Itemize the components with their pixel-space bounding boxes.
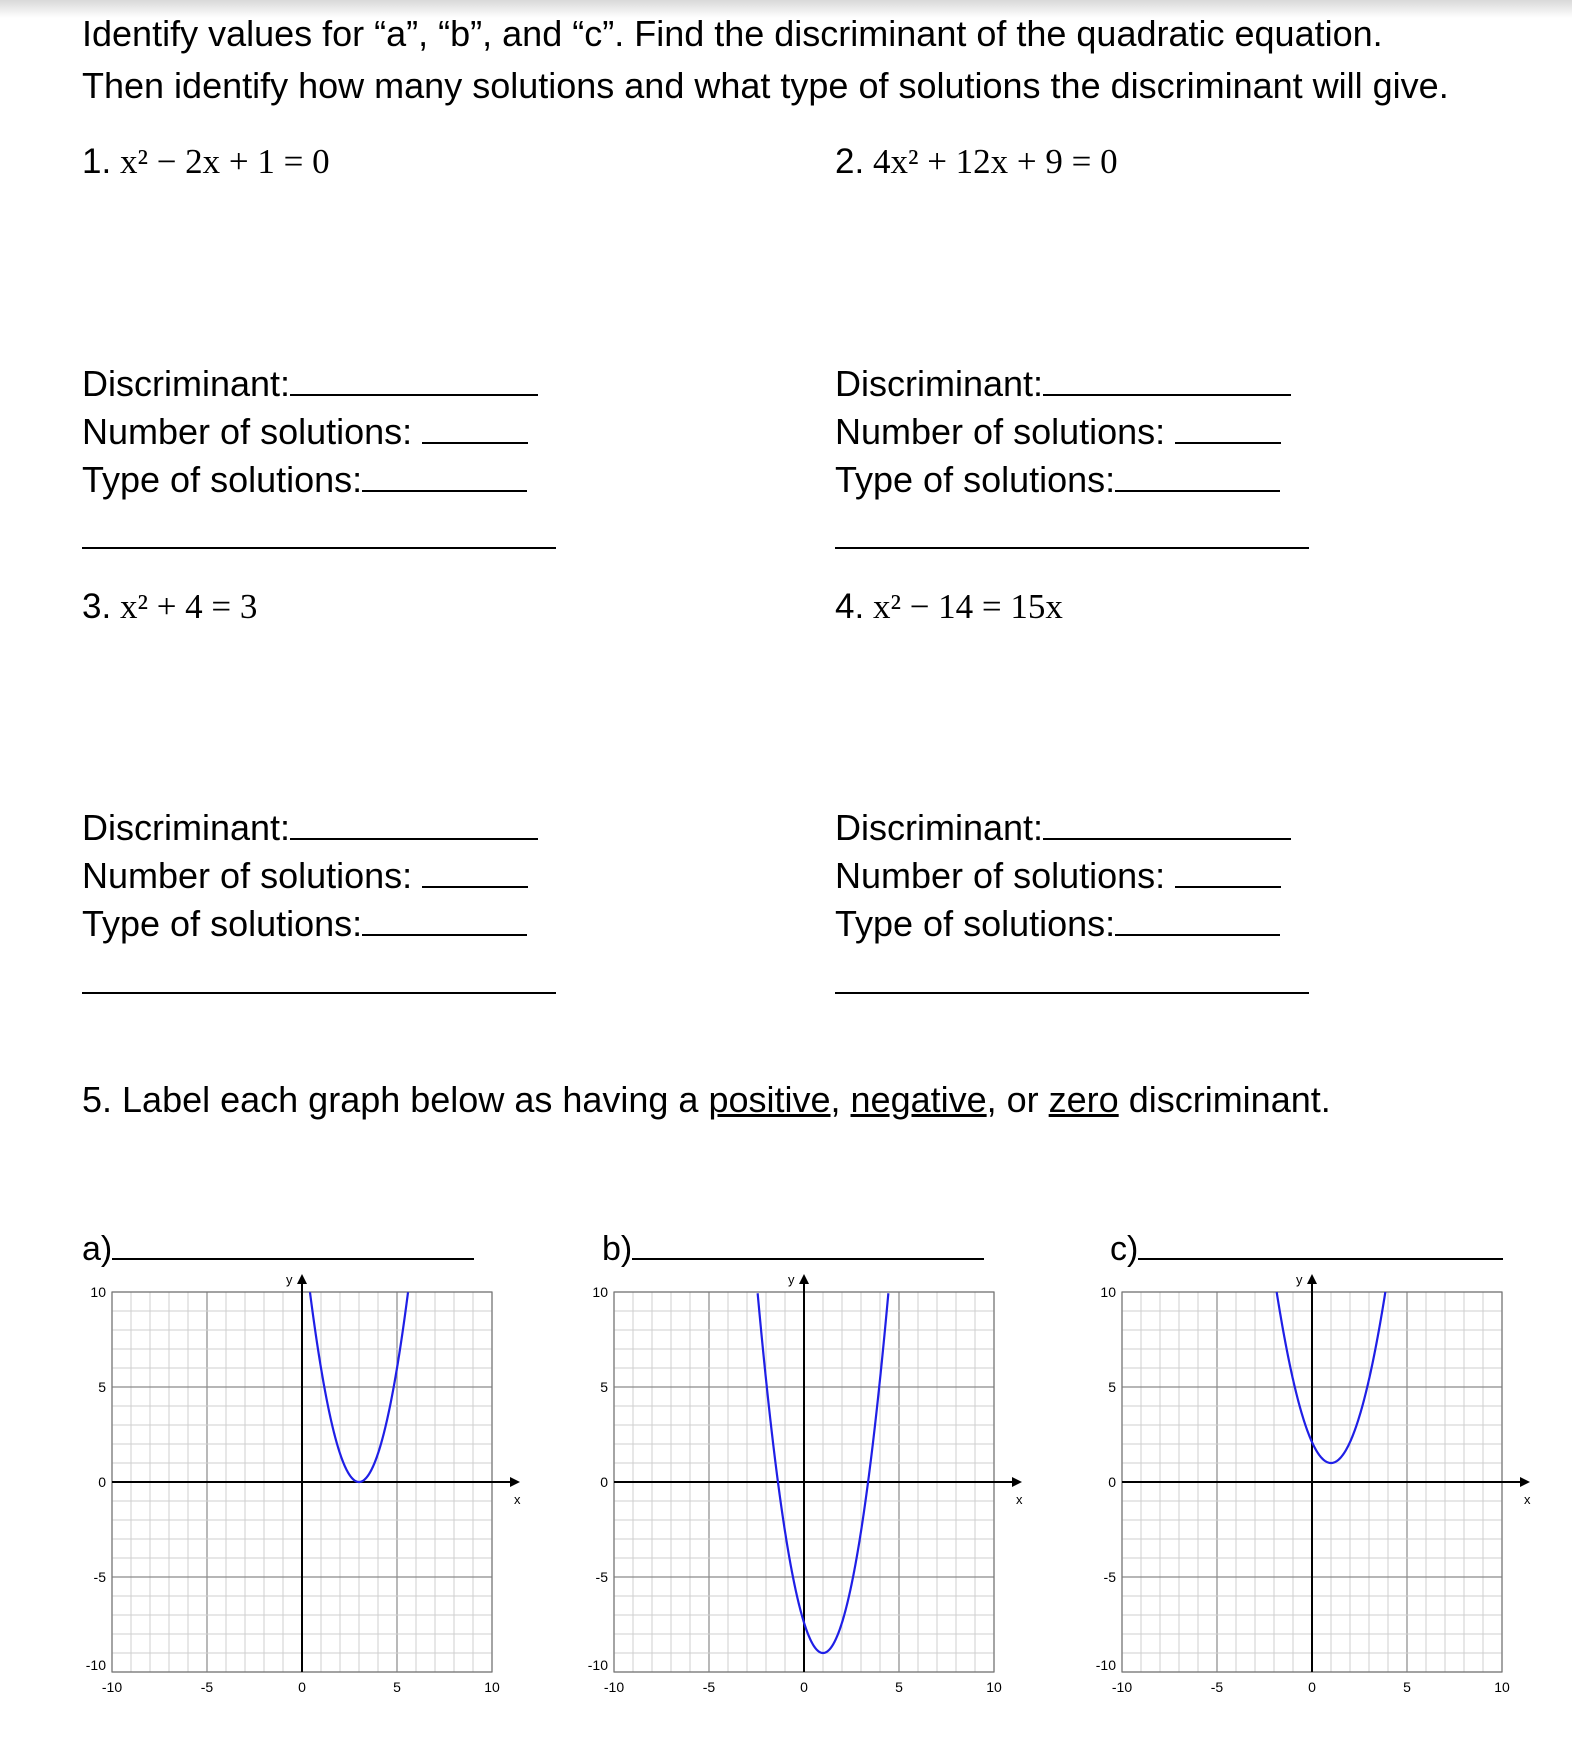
- graph-c: [1080, 1272, 1540, 1702]
- graph-a: [70, 1272, 530, 1702]
- answer-blank[interactable]: [1175, 412, 1281, 444]
- y-tick-label: -5: [595, 1569, 608, 1585]
- y-tick-label: -10: [587, 1657, 608, 1673]
- y-tick-label: 0: [600, 1474, 608, 1490]
- solutions-count-field-1[interactable]: [82, 412, 528, 452]
- discriminant-field-3[interactable]: [82, 808, 538, 848]
- solutions-count-field-3[interactable]: [82, 856, 528, 896]
- answer-blank[interactable]: [112, 1230, 474, 1260]
- x-tick-label: -5: [702, 1679, 716, 1695]
- problem-number: 2.: [835, 142, 865, 181]
- question-5-text: 5. Label each graph below as having a: [82, 1079, 709, 1120]
- graph-label-text: c): [1110, 1230, 1139, 1268]
- answer-blank[interactable]: [362, 460, 527, 492]
- x-tick-label: 0: [1308, 1679, 1316, 1695]
- x-tick-label: 0: [800, 1679, 808, 1695]
- answer-blank[interactable]: [632, 1230, 984, 1260]
- answer-blank[interactable]: [1115, 460, 1280, 492]
- x-tick-label: 5: [895, 1679, 903, 1695]
- x-axis-arrow-icon: [1520, 1477, 1530, 1487]
- answer-blank[interactable]: [1115, 904, 1280, 936]
- y-tick-label: 10: [1100, 1284, 1116, 1300]
- y-tick-label: -5: [1103, 1569, 1116, 1585]
- solutions-type-field-3[interactable]: [82, 904, 527, 944]
- discriminant-field-4[interactable]: [835, 808, 1291, 848]
- problem-equation: x² − 14 = 15x: [872, 587, 1063, 626]
- number-of-solutions-label: Number of solutions:: [82, 855, 413, 896]
- graph-a-label[interactable]: [82, 1230, 474, 1267]
- y-axis-label: y: [788, 1272, 795, 1287]
- discriminant-label: Discriminant:: [82, 807, 291, 848]
- x-tick-label: -5: [1210, 1679, 1224, 1695]
- number-of-solutions-label: Number of solutions:: [82, 411, 413, 452]
- graph-c-label[interactable]: [1110, 1230, 1503, 1267]
- problem-number: 1.: [82, 142, 112, 181]
- y-tick-label: -5: [93, 1569, 106, 1585]
- answer-blank[interactable]: [1175, 856, 1281, 888]
- y-tick-label: 5: [1108, 1379, 1116, 1395]
- y-tick-label: 5: [600, 1379, 608, 1395]
- number-of-solutions-label: Number of solutions:: [835, 411, 1166, 452]
- answer-blank[interactable]: [362, 904, 527, 936]
- answer-blank[interactable]: [1138, 1230, 1503, 1260]
- problem-number: 4.: [835, 587, 865, 626]
- answer-blank[interactable]: [290, 364, 538, 396]
- solutions-count-field-4[interactable]: [835, 856, 1281, 896]
- problem-equation: x² + 4 = 3: [119, 587, 258, 626]
- question-5: [82, 1080, 1331, 1120]
- y-tick-label: 5: [98, 1379, 106, 1395]
- type-of-solutions-label: Type of solutions:: [82, 459, 363, 500]
- problem-number: 3.: [82, 587, 112, 626]
- answer-blank[interactable]: [1043, 808, 1291, 840]
- discriminant-field-1[interactable]: [82, 364, 538, 404]
- x-axis-label: x: [514, 1492, 521, 1507]
- answer-blank[interactable]: [422, 412, 528, 444]
- y-tick-label: -10: [1095, 1657, 1116, 1673]
- separator: , or: [986, 1079, 1049, 1120]
- discriminant-field-2[interactable]: [835, 364, 1291, 404]
- x-axis-label: x: [1016, 1492, 1023, 1507]
- keyword-negative: negative: [850, 1079, 987, 1120]
- x-axis-label: x: [1524, 1492, 1531, 1507]
- instructions-line-1: Identify values for “a”, “b”, and “c”. Find the discriminant of the quadratic equation.: [82, 13, 1383, 54]
- problem-4: [835, 587, 1063, 627]
- y-axis-label: y: [286, 1272, 293, 1287]
- x-tick-label: 10: [1494, 1679, 1510, 1695]
- x-tick-label: -10: [603, 1679, 625, 1695]
- solutions-type-field-1[interactable]: [82, 460, 527, 500]
- type-of-solutions-label: Type of solutions:: [835, 903, 1116, 944]
- x-tick-label: 10: [986, 1679, 1002, 1695]
- problem-3: [82, 587, 257, 627]
- problem-1: [82, 142, 330, 182]
- y-tick-label: 10: [90, 1284, 106, 1300]
- discriminant-label: Discriminant:: [835, 363, 1044, 404]
- x-tick-label: -10: [101, 1679, 123, 1695]
- keyword-zero: zero: [1048, 1079, 1119, 1120]
- answer-blank[interactable]: [290, 808, 538, 840]
- answer-line-4[interactable]: [835, 992, 1309, 994]
- discriminant-label: Discriminant:: [835, 807, 1044, 848]
- problem-2: [835, 142, 1118, 182]
- y-tick-label: 0: [98, 1474, 106, 1490]
- x-tick-label: -5: [200, 1679, 214, 1695]
- keyword-positive: positive: [708, 1079, 831, 1120]
- solutions-type-field-4[interactable]: [835, 904, 1280, 944]
- x-tick-label: 5: [1403, 1679, 1411, 1695]
- graph-b-label[interactable]: [602, 1230, 984, 1267]
- graph-b: [572, 1272, 1032, 1702]
- graph-label-text: b): [602, 1230, 633, 1268]
- instructions-line-2: Then identify how many solutions and what type of solutions the discriminant will give.: [82, 65, 1449, 106]
- problem-equation: x² − 2x + 1 = 0: [119, 142, 330, 181]
- type-of-solutions-label: Type of solutions:: [82, 903, 363, 944]
- answer-blank[interactable]: [422, 856, 528, 888]
- question-5-suffix: discriminant.: [1118, 1079, 1331, 1120]
- y-axis-label: y: [1296, 1272, 1303, 1287]
- x-tick-label: -10: [1111, 1679, 1133, 1695]
- graph-label-text: a): [82, 1230, 113, 1268]
- answer-blank[interactable]: [1043, 364, 1291, 396]
- y-axis-arrow-icon: [1307, 1274, 1317, 1284]
- problem-equation: 4x² + 12x + 9 = 0: [872, 142, 1118, 181]
- x-axis-arrow-icon: [1012, 1477, 1022, 1487]
- x-tick-label: 10: [484, 1679, 500, 1695]
- type-of-solutions-label: Type of solutions:: [835, 459, 1116, 500]
- answer-line-1[interactable]: [82, 547, 556, 549]
- solutions-count-field-2[interactable]: [835, 412, 1281, 452]
- x-axis-arrow-icon: [510, 1477, 520, 1487]
- y-tick-label: 0: [1108, 1474, 1116, 1490]
- y-tick-label: 10: [592, 1284, 608, 1300]
- y-axis-arrow-icon: [297, 1274, 307, 1284]
- answer-line-2[interactable]: [835, 547, 1309, 549]
- y-axis-arrow-icon: [799, 1274, 809, 1284]
- x-tick-label: 5: [393, 1679, 401, 1695]
- x-tick-label: 0: [298, 1679, 306, 1695]
- number-of-solutions-label: Number of solutions:: [835, 855, 1166, 896]
- answer-line-3[interactable]: [82, 992, 556, 994]
- solutions-type-field-2[interactable]: [835, 460, 1280, 500]
- separator: ,: [830, 1079, 851, 1120]
- y-tick-label: -10: [85, 1657, 106, 1673]
- discriminant-label: Discriminant:: [82, 363, 291, 404]
